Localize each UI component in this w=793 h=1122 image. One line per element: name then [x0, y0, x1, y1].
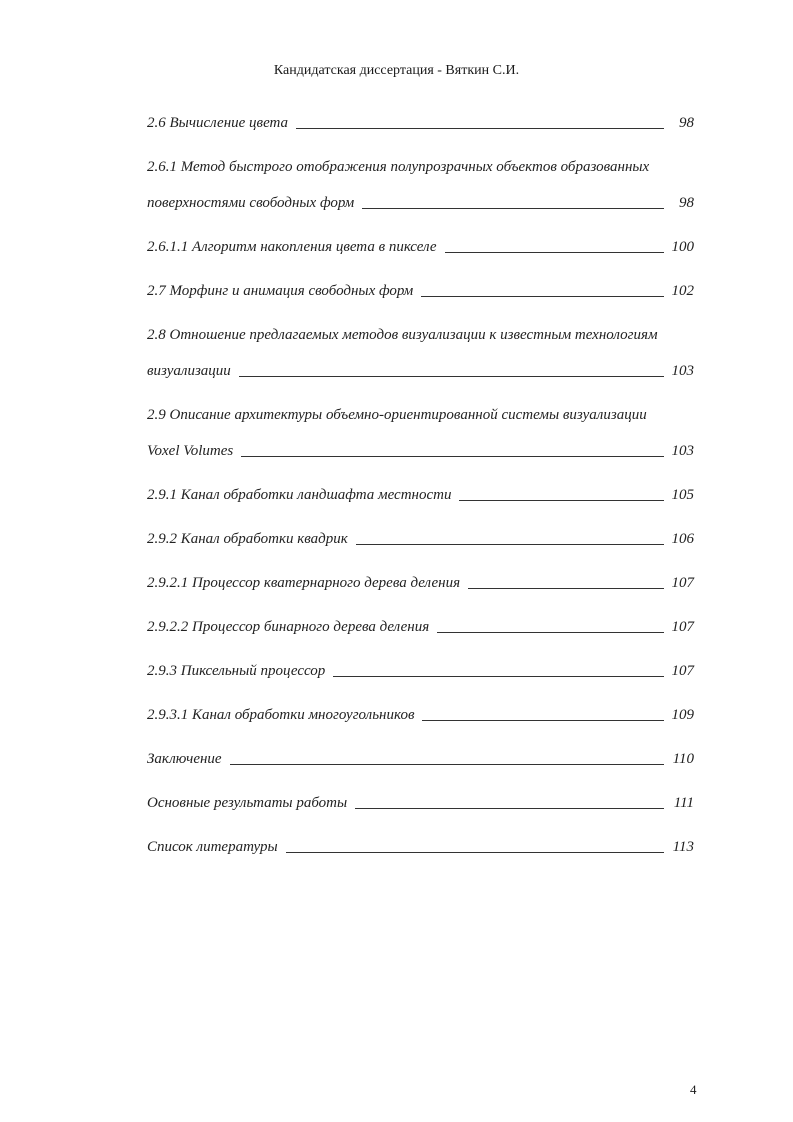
toc-entry	[147, 836, 694, 858]
toc-entry	[147, 528, 694, 550]
table-of-contents	[147, 112, 694, 880]
toc-entry	[147, 156, 694, 214]
toc-entry-title: 2.9.2.2 Процессор бинарного дерева деления	[147, 619, 430, 635]
toc-entry-title: 2.9.3.1 Канал обработки многоугольников	[147, 707, 415, 723]
toc-leader-line	[333, 676, 663, 677]
toc-entry-title: 2.9 Описание архитектуры объемно-ориентированной системы визуализации	[147, 407, 647, 423]
toc-leader-line	[437, 632, 663, 633]
toc-leader-line	[459, 500, 663, 501]
toc-entry	[147, 324, 694, 382]
toc-entry-title: 2.9.1 Канал обработки ландшафта местности	[147, 487, 452, 503]
toc-entry-page: 107	[671, 575, 694, 591]
toc-entry-title: 2.8 Отношение предлагаемых методов визуализации к известным технологиям	[147, 327, 658, 343]
toc-entry-title: Заключение	[147, 751, 222, 767]
toc-leader-line	[356, 544, 664, 545]
toc-entry-title: Основные результаты работы	[147, 795, 348, 811]
toc-entry	[147, 792, 694, 814]
toc-entry-page: 107	[671, 663, 694, 679]
toc-leader-line	[355, 808, 664, 809]
toc-leader-line	[239, 376, 664, 377]
toc-entry-title: 2.6 Вычисление цвета	[147, 115, 289, 131]
page-number: 4	[690, 1082, 697, 1097]
toc-leader-line	[241, 456, 663, 457]
toc-entry	[147, 280, 694, 302]
toc-entry-page: 103	[671, 443, 694, 459]
toc-entry-title: Voxel Volumes	[147, 443, 234, 459]
toc-entry-page: 98	[679, 195, 694, 211]
toc-leader-line	[468, 588, 663, 589]
toc-entry-title: 2.6.1.1 Алгоритм накопления цвета в пикселе	[147, 239, 437, 255]
toc-entry-title: 2.7 Морфинг и анимация свободных форм	[147, 283, 414, 299]
toc-entry	[147, 660, 694, 682]
toc-entry	[147, 616, 694, 638]
toc-entry-title: поверхностями свободных форм	[147, 195, 355, 211]
toc-entry	[147, 484, 694, 506]
toc-leader-line	[422, 720, 663, 721]
toc-entry	[147, 572, 694, 594]
toc-entry-title: 2.9.3 Пиксельный процессор	[147, 663, 326, 679]
toc-entry-page: 110	[672, 751, 694, 767]
toc-entry-title: Список литературы	[147, 839, 278, 855]
toc-entry	[147, 404, 694, 462]
toc-entry	[147, 748, 694, 770]
toc-leader-line	[286, 852, 664, 853]
toc-entry-title: 2.9.2.1 Процессор кватернарного дерева деления	[147, 575, 461, 591]
toc-entry	[147, 112, 694, 134]
toc-leader-line	[362, 208, 664, 209]
running-header: Кандидатская диссертация - Вяткин С.И.	[273, 63, 520, 78]
toc-leader-line	[296, 128, 664, 129]
toc-entry-title: 2.9.2 Канал обработки квадрик	[147, 531, 348, 547]
toc-entry-page: 98	[679, 115, 694, 131]
toc-entry	[147, 236, 694, 258]
toc-entry-page: 100	[671, 239, 694, 255]
toc-entry-title: визуализации	[147, 363, 231, 379]
toc-entry-page: 102	[671, 283, 694, 299]
toc-entry-page: 107	[671, 619, 694, 635]
toc-entry-page: 111	[673, 795, 694, 811]
toc-leader-line	[230, 764, 664, 765]
toc-leader-line	[445, 252, 664, 253]
toc-entry-page: 106	[671, 531, 694, 547]
toc-entry-page: 113	[672, 839, 694, 855]
toc-entry-page: 105	[671, 487, 694, 503]
toc-entry-page: 103	[671, 363, 694, 379]
toc-entry	[147, 704, 694, 726]
toc-entry-title: 2.6.1 Метод быстрого отображения полупрозрачных объектов образованных	[147, 159, 650, 175]
toc-leader-line	[421, 296, 663, 297]
toc-entry-page: 109	[671, 707, 694, 723]
